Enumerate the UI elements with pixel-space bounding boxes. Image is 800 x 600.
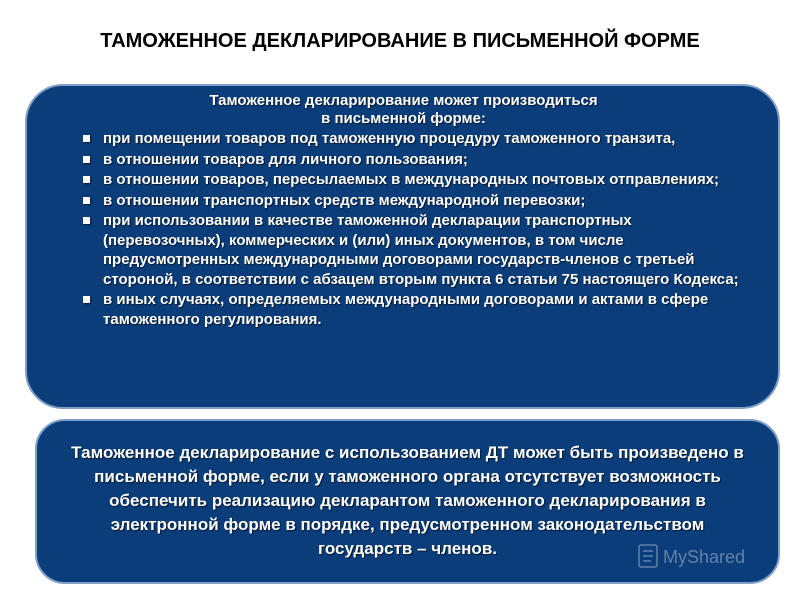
list-item [67, 129, 740, 149]
watermark-text: MyShared [663, 547, 745, 567]
top-panel-heading-line-1: Таможенное декларирование может производиться [209, 92, 598, 109]
list-item [67, 290, 740, 329]
conditions-list [67, 129, 740, 329]
list-item-text: в отношении товаров, пересылаемых в международных почтовых отправлениях; [103, 171, 720, 188]
list-item-text: при использовании в качестве таможенной декларации транспортных (перевозочных), коммерческих и (или) иных документов, в том числе предусмотренных международными договорами государств-членов с третьей стороной, в соответствии с абзацем вторым пункта 6 статьи 75 настоящего Кодекса; [103, 212, 739, 288]
list-item [67, 191, 740, 211]
square-bullet-icon [83, 296, 90, 303]
list-item-text: в отношении товаров для личного пользования; [103, 150, 468, 168]
top-panel [25, 84, 780, 409]
list-item [67, 170, 740, 190]
slide-title: ТАМОЖЕННОЕ ДЕКЛАРИРОВАНИЕ В ПИСЬМЕННОЙ ФОРМЕ [100, 30, 700, 52]
top-panel-heading-line-2: в письменной форме: [321, 110, 486, 127]
square-bullet-icon [83, 217, 90, 224]
list-item-text: в отношении транспортных средств международной перевозки; [103, 191, 586, 209]
square-bullet-icon [83, 135, 90, 142]
top-panel-heading [67, 92, 740, 128]
watermark-logo [635, 537, 745, 577]
list-item-text: в иных случаях, определяемых международными договорами и актами в сфере таможенного регулирования. [103, 291, 709, 328]
bottom-panel-text: Таможенное декларирование с использованием ДТ может быть произведено в письменной форме, если у таможенного органа отсутствует возможность обеспечить реализацию декларантом таможенного декларирования в электронной форме в порядке, предусмотренном законодательством государств – членов. [71, 443, 744, 558]
square-bullet-icon [83, 197, 90, 204]
list-item [67, 150, 740, 170]
watermark-logo-icon [635, 537, 745, 577]
list-item-text: при помещении товаров под таможенную процедуру таможенного транзита, [103, 130, 676, 147]
list-item [67, 211, 740, 289]
square-bullet-icon [83, 176, 90, 183]
square-bullet-icon [83, 156, 90, 163]
